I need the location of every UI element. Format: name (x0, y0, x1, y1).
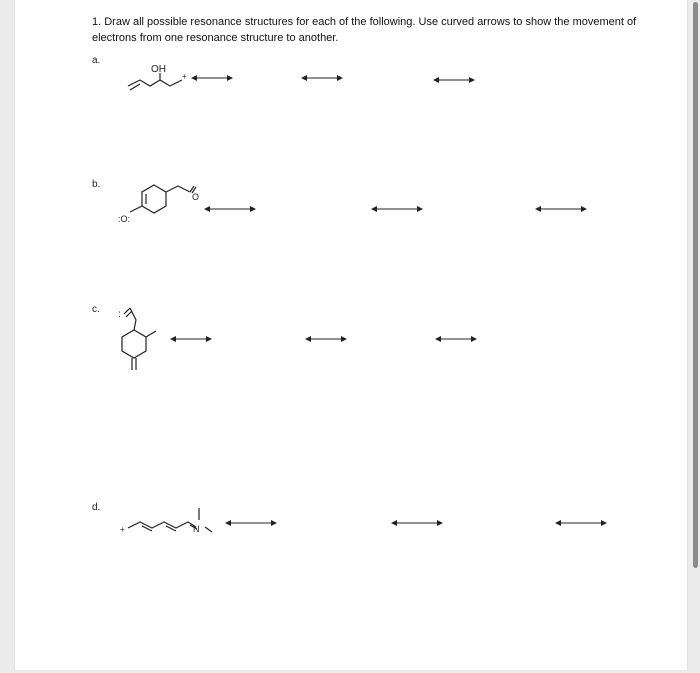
carbocation-charge-d: + (120, 525, 125, 534)
molecule-d (120, 508, 212, 534)
part-b-label: b. (92, 179, 101, 190)
part-d-label: d. (92, 502, 101, 513)
part-a-label: a. (92, 55, 101, 66)
oxygen-right-label: O (192, 192, 200, 202)
molecule-b (118, 185, 199, 224)
oxygen-left-label: :O: (118, 214, 131, 224)
nitrogen-label: N (193, 524, 200, 534)
molecule-a (128, 64, 187, 90)
molecule-c (118, 308, 156, 370)
question-text: 1. Draw all possible resonance structures for each of the following. Use curved arrows to show the movement of electrons from one resonance structure to another. (92, 16, 637, 44)
carbocation-charge: + (182, 72, 187, 81)
lone-pair-label: : (118, 309, 121, 320)
oh-label: OH (151, 64, 166, 75)
part-c-label: c. (92, 304, 100, 315)
